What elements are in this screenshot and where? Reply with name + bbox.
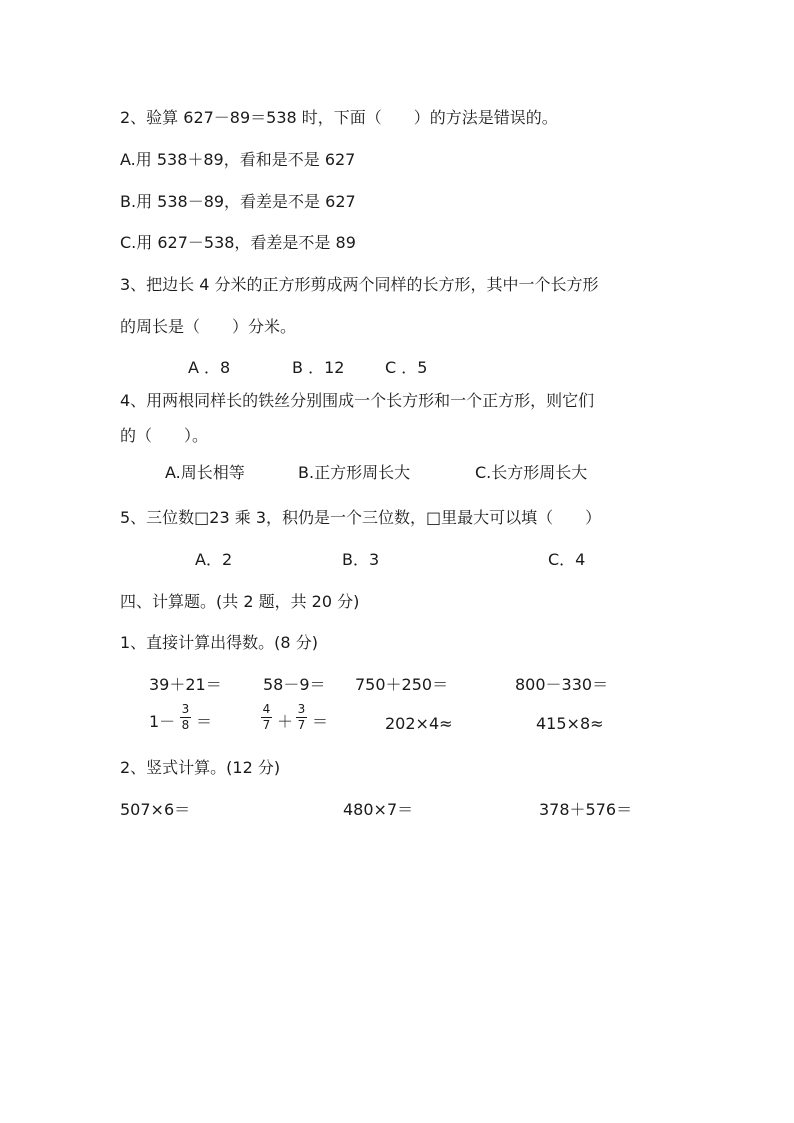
q5-stem: 5、三位数□23 乘 3，积仍是一个三位数，□里最大可以填（ ）: [120, 508, 602, 527]
fraction-denominator: 7: [262, 718, 271, 732]
q3-option-a: A ．8: [188, 358, 231, 377]
fraction-3-8: [180, 703, 191, 732]
q2-stem: 2、验算 627－89＝538 时，下面（ ）的方法是错误的。: [120, 108, 558, 127]
subsection-vertical-heading: 2、竖式计算。(12 分): [120, 758, 281, 777]
oral-problem-1: 39＋21＝: [149, 675, 222, 694]
q5-option-b: B．3: [342, 550, 380, 569]
oral-problem-2: 58－9＝: [263, 675, 326, 694]
fraction-problem-2-suffix: ＝: [312, 712, 329, 731]
q4-option-a: A.周长相等: [165, 463, 245, 482]
subsection-oral-heading: 1、直接计算出得数。(8 分): [120, 633, 318, 652]
fraction-numerator: 3: [297, 702, 306, 716]
estimate-problem-1: 202×4≈: [385, 714, 453, 733]
section-heading: 四、计算题。(共 2 题，共 20 分): [120, 592, 360, 611]
fraction-4-7: [261, 703, 272, 732]
q4-stem-line2: 的（ ）。: [120, 426, 209, 445]
q3-stem-line1: 3、把边长 4 分米的正方形剪成两个同样的长方形，其中一个长方形: [120, 275, 599, 294]
oral-problem-4: 800－330＝: [515, 675, 609, 694]
q4-option-b: B.正方形周长大: [298, 463, 411, 482]
q5-option-c: C．4: [548, 550, 586, 569]
estimate-problem-2: 415×8≈: [536, 714, 604, 733]
fraction-numerator: 3: [181, 702, 190, 716]
fraction-3-7: [296, 703, 307, 732]
q2-option-c: C.用 627－538，看差是不是 89: [120, 233, 356, 252]
q2-option-a: A.用 538＋89，看和是不是 627: [120, 150, 356, 169]
q5-option-a: A．2: [195, 550, 233, 569]
vertical-problem-2: 480×7＝: [343, 800, 414, 819]
q4-option-c: C.长方形周长大: [475, 463, 588, 482]
fraction-denominator: 8: [181, 718, 190, 732]
q3-option-c: C ．5: [385, 358, 428, 377]
q3-stem-line2: 的周长是（ ）分米。: [120, 317, 297, 336]
fraction-denominator: 7: [297, 718, 306, 732]
vertical-problem-1: 507×6＝: [120, 800, 191, 819]
vertical-problem-3: 378＋576＝: [539, 800, 633, 819]
oral-problem-3: 750＋250＝: [355, 675, 449, 694]
q2-option-b: B.用 538－89，看差是不是 627: [120, 192, 356, 211]
q4-stem-line1: 4、用两根同样长的铁丝分别围成一个长方形和一个正方形，则它们: [120, 391, 595, 410]
fraction-problem-2-operator: ＋: [277, 712, 294, 731]
fraction-problem-1-prefix: 1－: [149, 712, 176, 731]
fraction-problem-1-suffix: ＝: [196, 712, 213, 731]
q3-option-b: B ．12: [292, 358, 345, 377]
fraction-numerator: 4: [262, 702, 271, 716]
